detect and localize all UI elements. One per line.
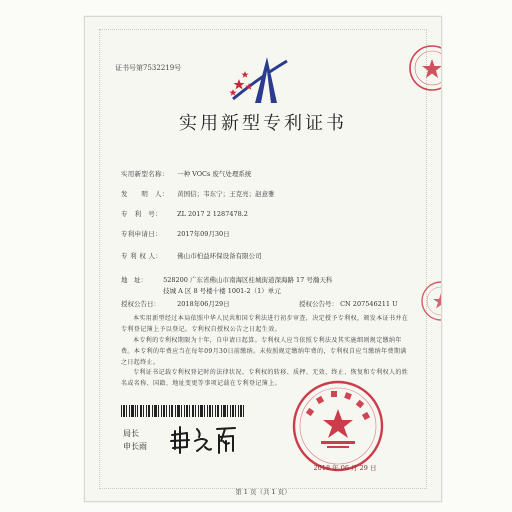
field-value: ZL 2017 2 1287478.2 — [177, 210, 248, 218]
field-address — [121, 275, 332, 297]
barcode-icon — [121, 405, 245, 417]
address-line: 528200 广东省佛山市南海区桂城街道深海路 17 号瀚天科 — [163, 276, 333, 284]
field-value: 黄国信；韦东宁；王克亮；赵意雅 — [177, 190, 275, 198]
grant-date-label: 授权公告日： — [121, 300, 160, 308]
grant-date: 2018年06月29日 — [177, 300, 230, 308]
publication-number: CN 207546211 U — [340, 300, 398, 308]
field-label: 地 址： — [121, 276, 147, 284]
field-grant — [121, 299, 417, 308]
handwritten-signature-icon — [169, 421, 239, 457]
certificate-title: 实用新型专利证书 — [179, 113, 347, 134]
field-value: 一种 VOCs 废气处理系统 — [177, 170, 252, 178]
term-paragraph: 本专利的专利权期限为十年，自申请日起算。专利权人应当依照专利法及其实施细则规定缴纳年费。本专利的年费应当在每年09月30日前缴纳。未按照规定缴纳年费的，专利权自应当缴纳年费期满之日起终止。 — [121, 337, 407, 366]
field-filing-date — [121, 229, 230, 238]
right-margin-seal-icon — [419, 279, 442, 323]
field-inventors — [121, 189, 275, 198]
patent-office-emblem-icon — [225, 47, 295, 109]
field-label: 专利申请日： — [121, 230, 162, 238]
director-name: 申长雨 — [123, 442, 147, 451]
address-line: 技城 A 区 8 号楼十楼 1001-2（1）单元 — [163, 287, 281, 295]
field-patentee — [121, 251, 262, 260]
publication-number-label: 授权公告号： — [299, 300, 338, 308]
field-value: 2017年09月30日 — [177, 230, 230, 238]
seal-date: 2018 年 06 月 29 日 — [313, 464, 377, 472]
patent-certificate — [84, 16, 442, 502]
field-label: 实用新型名称： — [121, 170, 169, 178]
field-label: 发 明 人： — [121, 190, 169, 198]
official-seal-icon — [291, 379, 385, 473]
status-paragraph: 专利证书记载专利权登记时的法律状况。专利权的转移、质押、无效、终止、恢复和专利权人的姓名或名称、国籍、地址变更等事项记载在专利登记簿上。 — [121, 369, 409, 387]
corner-seal-icon — [407, 43, 442, 93]
field-value: 佛山市柏益环保设备有限公司 — [177, 252, 262, 260]
page-footer: 第 1 页（共 1 页） — [235, 488, 291, 496]
grant-paragraph: 本实用新型经过本局依照中华人民共和国专利法进行初步审查，决定授予专利权，颁发本证书并在专利登记簿上予以登记。专利权自授权公告之日起生效。 — [121, 315, 409, 333]
field-patent-number — [121, 209, 248, 218]
field-utility-model-name — [121, 169, 251, 178]
field-label: 专 利 权 人： — [121, 252, 163, 260]
field-label: 专 利 号： — [121, 210, 162, 218]
director-block — [123, 427, 147, 453]
certificate-number: 证书号第7532219号 — [115, 64, 182, 72]
director-title: 局长 — [123, 429, 139, 438]
